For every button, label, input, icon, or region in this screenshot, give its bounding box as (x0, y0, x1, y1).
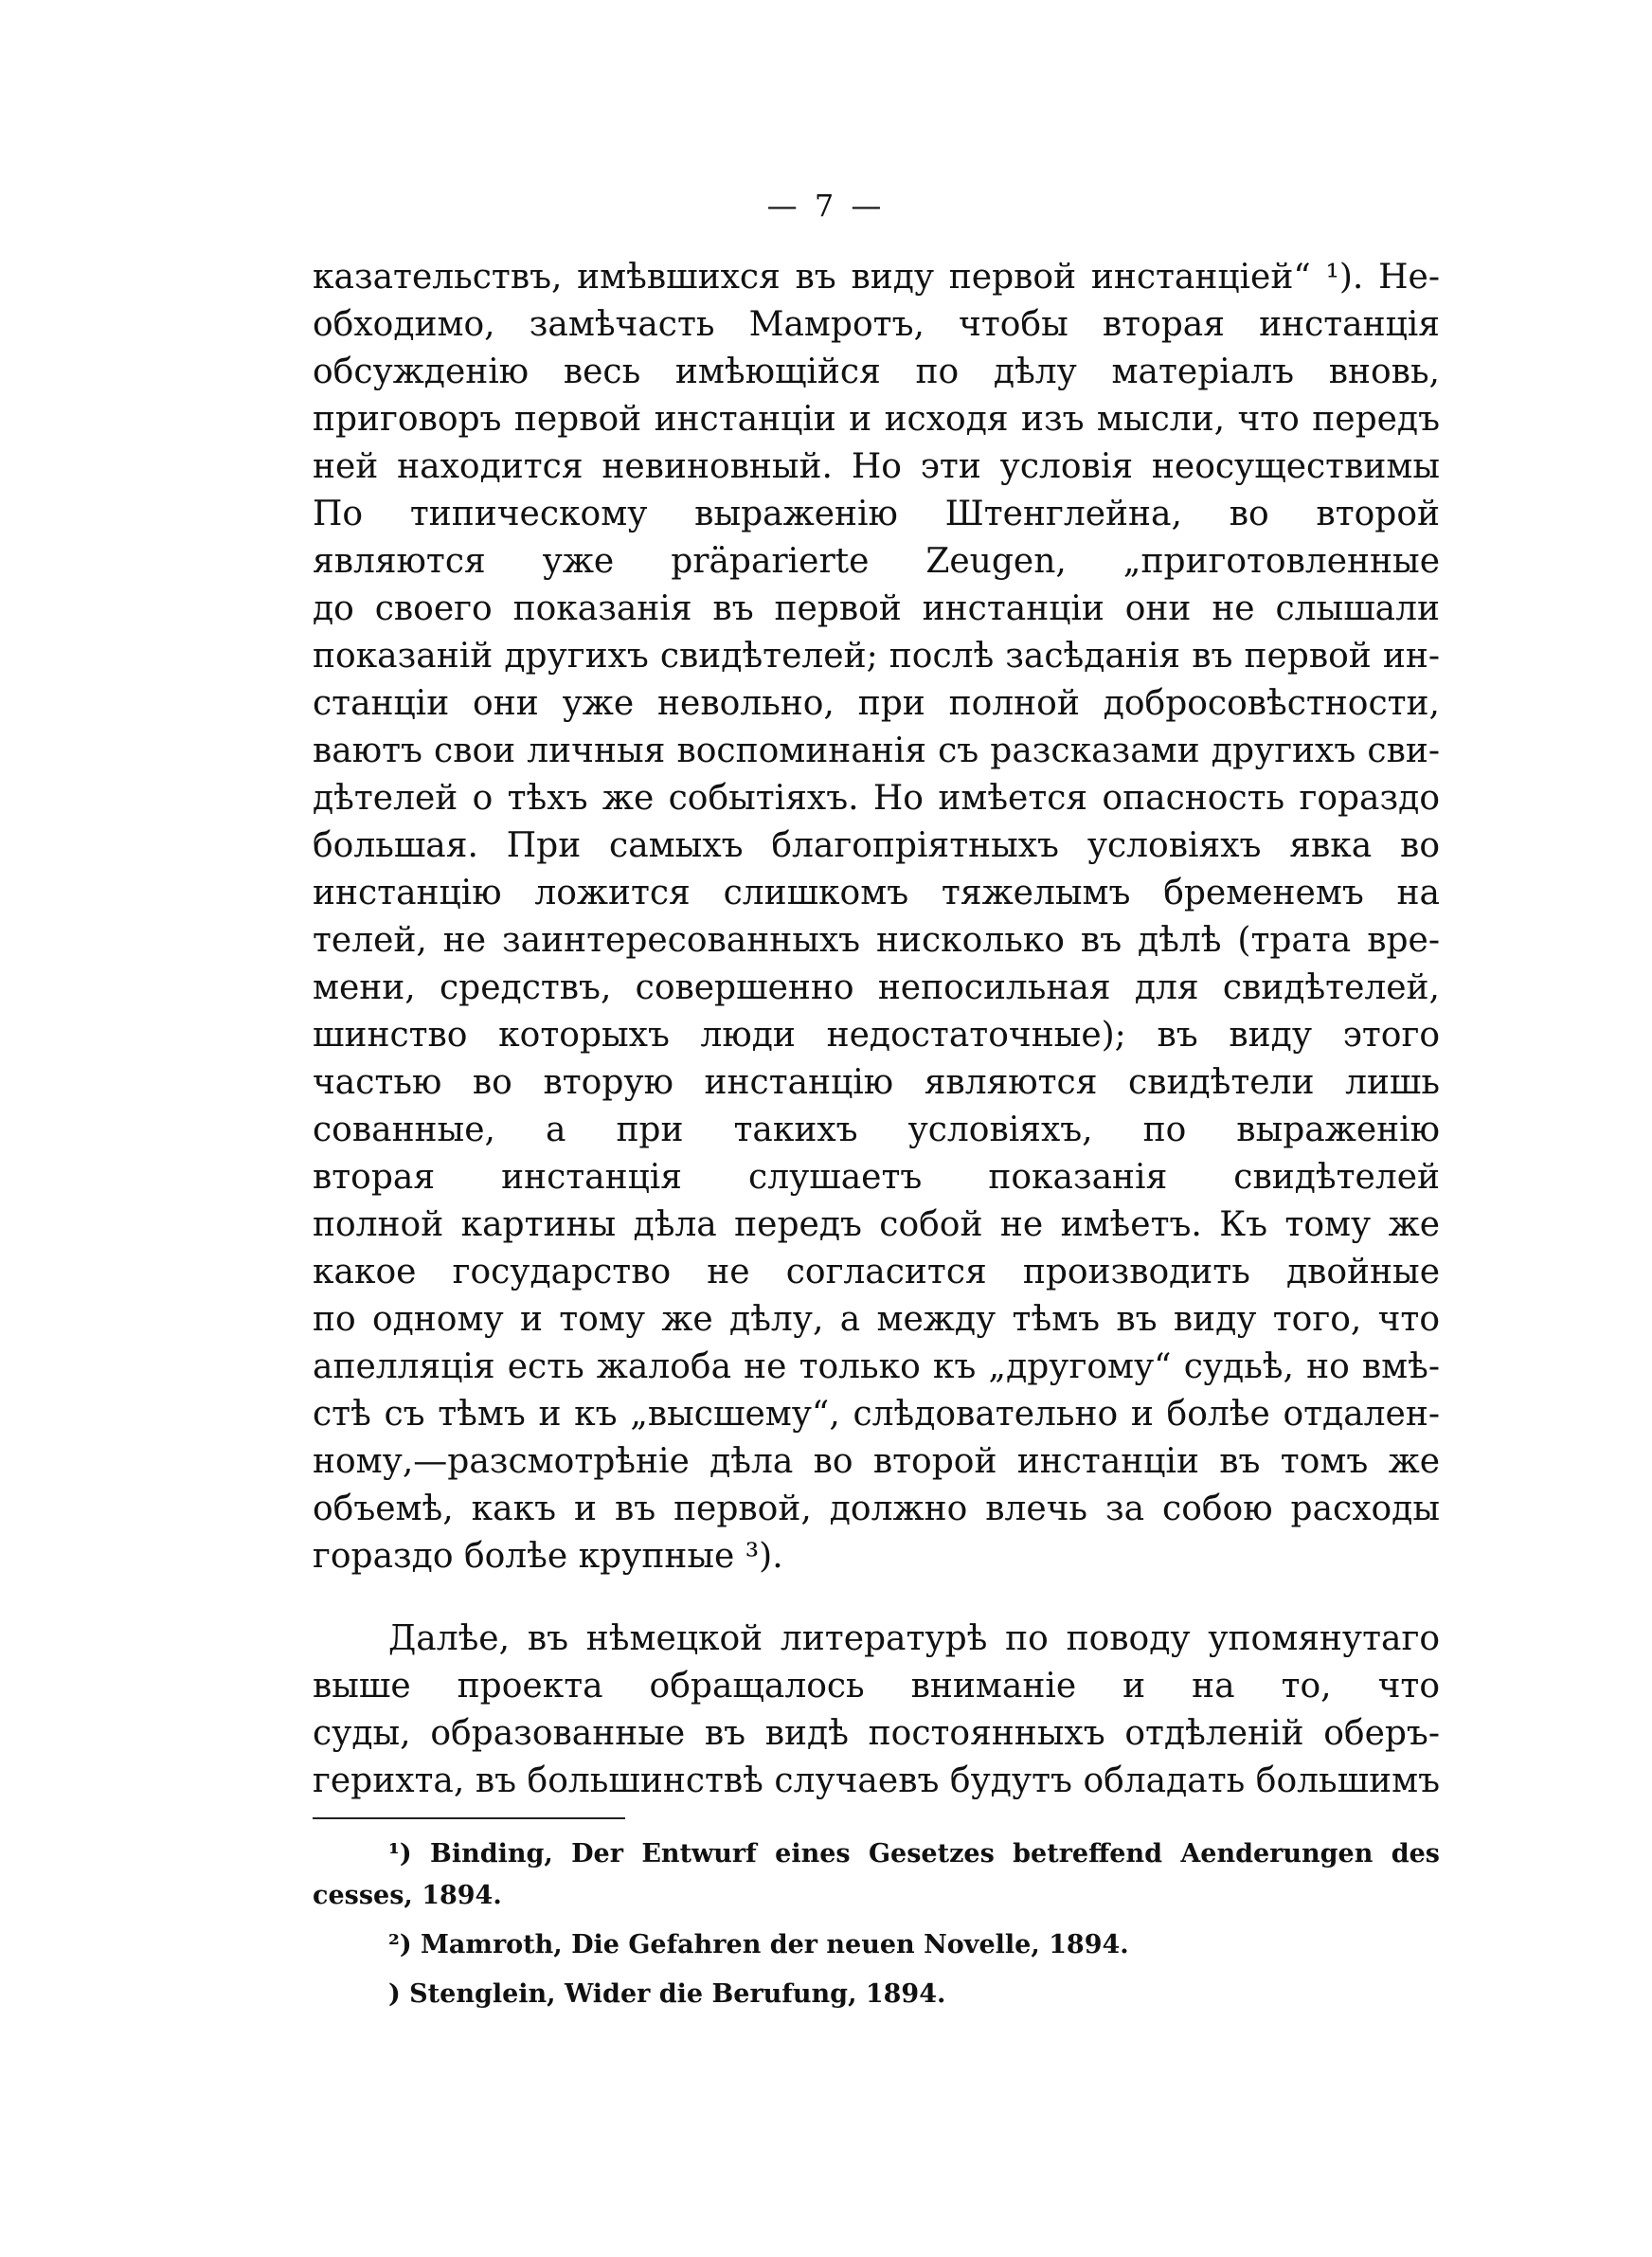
text-line: инстанцію ложится слишкомъ тяжелымъ бременемъ на (313, 874, 1440, 912)
text-line: выше проекта обращалось вниманіе и на то, что (313, 1667, 1440, 1706)
text-line: ваютъ свои личныя воспоминанія съ разсказами другихъ сви- (313, 731, 1440, 770)
footnote-divider (313, 1817, 625, 1819)
text-line: телей, не заинтересованныхъ нисколько въ дѣлѣ (трата вре- (313, 921, 1440, 960)
text-line: стѣ съ тѣмъ и къ „высшему“, слѣдовательно и болѣе отдален- (313, 1395, 1440, 1434)
footnote-2 (313, 1924, 1440, 1966)
text-line: станціи они уже невольно, при полной добросовѣстности, (313, 684, 1440, 723)
text-line: дѣтелей о тѣхъ же событіяхъ. Но имѣется опасность гораздо (313, 779, 1440, 818)
footnote-line: cesses, 1894. (313, 1881, 502, 1910)
text-line: большая. При самыхъ благопріятныхъ условіяхъ явка во (313, 826, 1440, 865)
text-line: По типическому выраженію Штенглейна, во второй (313, 495, 1440, 533)
text-line: казательствъ, имѣвшихся въ виду первой инстанціей“ ¹). Не- (313, 258, 1440, 297)
text-line: приговоръ первой инстанціи и исходя изъ мысли, что передъ (313, 400, 1440, 439)
footnote-line: ) Stenglein, Wider die Berufung, 1894. (388, 1979, 946, 2009)
text-line: показаній другихъ свидѣтелей; послѣ засѣданія въ первой ин- (313, 637, 1440, 676)
text-line: полной картины дѣла передъ собой не имѣетъ. Къ тому же (313, 1205, 1440, 1244)
text-line: обходимо, замѣчасть Мамротъ, чтобы вторая инстанція (313, 305, 1440, 344)
text-line: до своего показанія въ первой инстанціи они не слышали (313, 589, 1440, 628)
text-line: ному,—разсмотрѣніе дѣла во второй инстанціи въ томъ же (313, 1442, 1440, 1481)
page-number: — 7 — (766, 188, 886, 224)
text-line: являются уже präparierte Zeugen, „приготовленные (313, 542, 1440, 581)
text-line: герихта, въ большинствѣ случаевъ будутъ обладать большимъ (313, 1761, 1440, 1800)
footnote-line: ²) Mamroth, Die Gefahren der neuen Novelle, 1894. (388, 1930, 1129, 1959)
text-line: ней находится невиновный. Но эти условія неосуществимы (313, 447, 1440, 486)
text-line: апелляція есть жалоба не только къ „другому“ судьѣ, но вмѣ- (313, 1347, 1440, 1386)
paragraph-2 (313, 1616, 1440, 1805)
text-line: шинство которыхъ люди недостаточные); въ виду этого (313, 1016, 1440, 1055)
footnote-3 (313, 1974, 1440, 2015)
text-line: мени, средствъ, совершенно непосильная для свидѣтелей, (313, 968, 1440, 1007)
text-line: гораздо болѣе крупные ³). (313, 1537, 783, 1576)
footnote-line: ¹) Binding, Der Entwurf eines Gesetzes betreffend Aenderungen des (388, 1839, 1440, 1869)
text-line: сованные, а при такихъ условіяхъ, по выраженію (313, 1110, 1440, 1149)
text-line: вторая инстанція слушаетъ показанія свидѣтелей (313, 1158, 1440, 1197)
footnote-1 (313, 1833, 1440, 1917)
text-line: по одному и тому же дѣлу, а между тѣмъ въ виду того, что (313, 1300, 1440, 1339)
text-line: частью во вторую инстанцію являются свидѣтели лишь (313, 1063, 1440, 1102)
text-line: какое государство не согласится производить двойные (313, 1253, 1440, 1291)
text-line: Далѣе, въ нѣмецкой литературѣ по поводу упомянутаго (388, 1619, 1440, 1658)
paragraph-1 (313, 254, 1440, 1580)
text-line: объемѣ, какъ и въ первой, должно влечь за собою расходы (313, 1490, 1440, 1528)
text-line: обсужденію весь имѣющійся по дѣлу матеріалъ вновь, (313, 352, 1440, 391)
text-line: суды, образованные въ видѣ постоянныхъ отдѣленій оберъ- (313, 1714, 1440, 1753)
footnotes (313, 1833, 1440, 2023)
